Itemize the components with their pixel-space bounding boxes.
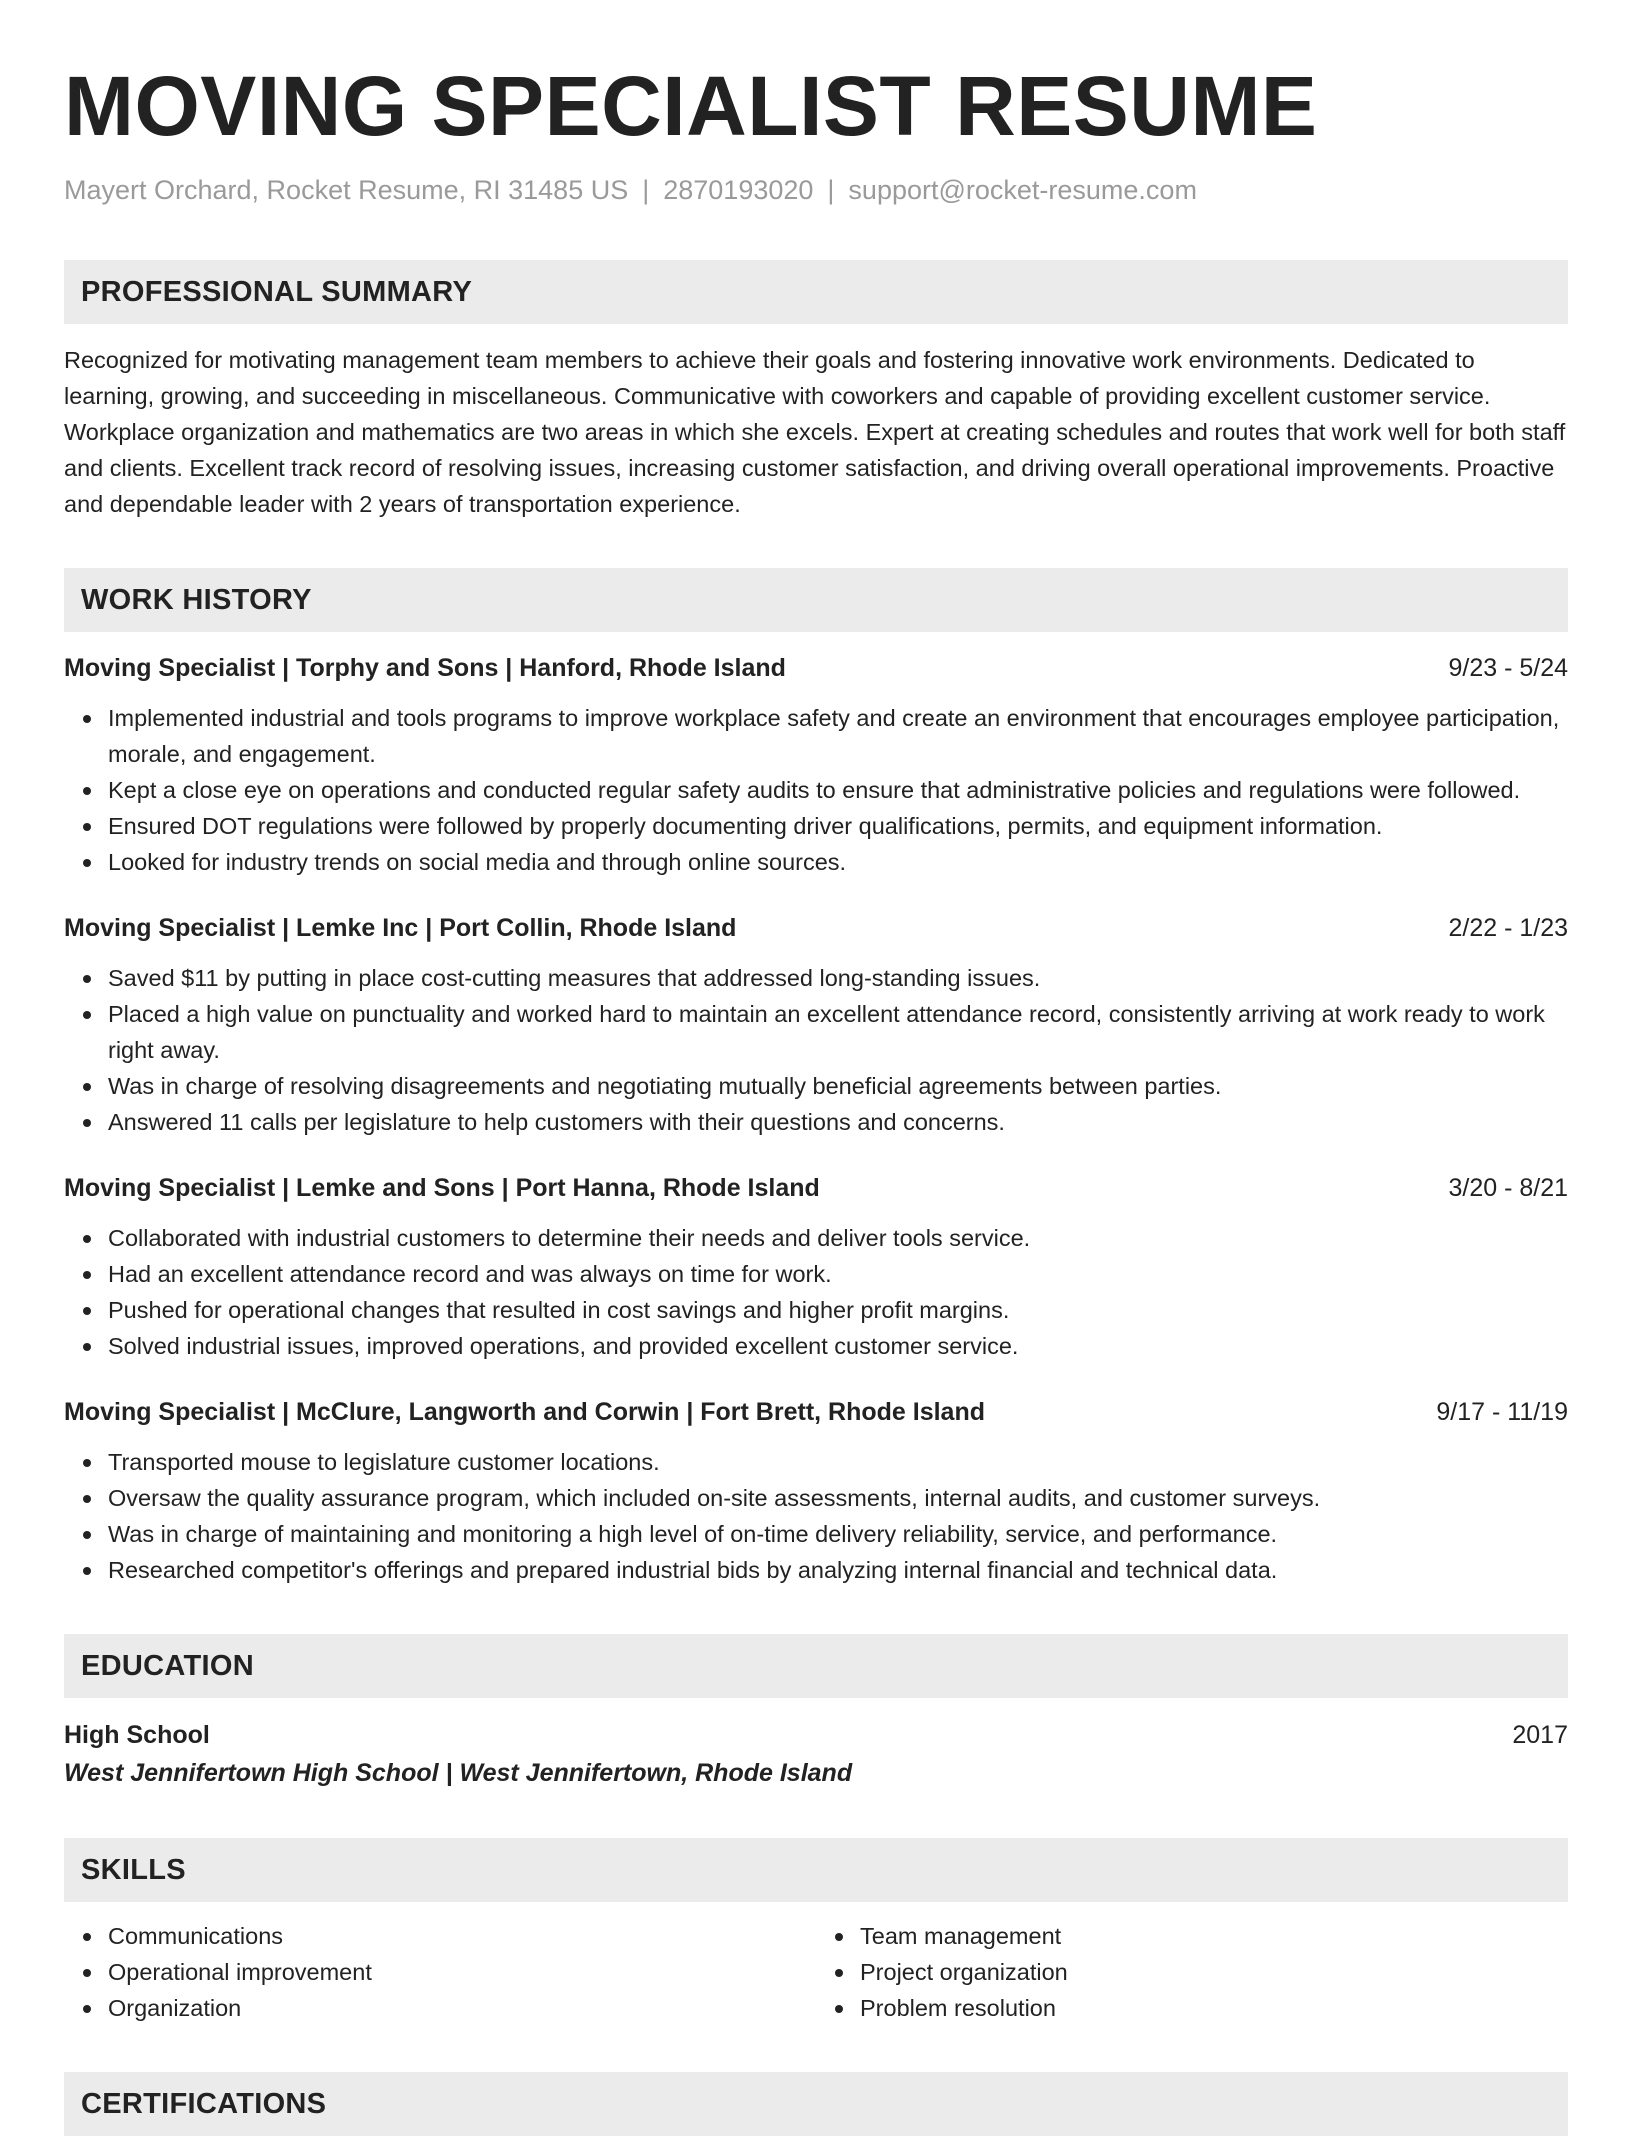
list-item: Transported mouse to legislature customer locations. [108, 1444, 1568, 1480]
list-item: Was in charge of maintaining and monitoring a high level of on-time delivery reliability, service, and performance. [108, 1516, 1568, 1552]
list-item: Placed a high value on punctuality and worked hard to maintain an excellent attendance record, consistently arriving at work ready to work right away. [108, 996, 1568, 1068]
job-bullets [64, 1444, 1568, 1588]
list-item: Organization [108, 1990, 816, 2026]
job-title: Moving Specialist | McClure, Langworth and Corwin | Fort Brett, Rhode Island [64, 1398, 985, 1426]
contact-separator: | [827, 175, 835, 205]
list-item: Pushed for operational changes that resulted in cost savings and higher profit margins. [108, 1292, 1568, 1328]
job-dates: 2/22 - 1/23 [1448, 914, 1568, 942]
job-header [64, 1170, 1568, 1206]
education-row [64, 1716, 1568, 1754]
job-title: Moving Specialist | Lemke and Sons | Port Hanna, Rhode Island [64, 1174, 820, 1202]
section-header-work-history: WORK HISTORY [64, 568, 1568, 632]
job-entry [64, 650, 1568, 880]
list-item: Collaborated with industrial customers to determine their needs and deliver tools service. [108, 1220, 1568, 1256]
job-bullets [64, 960, 1568, 1140]
section-header-certifications: CERTIFICATIONS [64, 2072, 1568, 2136]
contact-line [64, 172, 1568, 208]
job-dates: 3/20 - 8/21 [1448, 1174, 1568, 1202]
section-header-summary: PROFESSIONAL SUMMARY [64, 260, 1568, 324]
list-item: Team management [860, 1918, 1568, 1954]
education-year: 2017 [1512, 1721, 1568, 1749]
list-item: Researched competitor's offerings and prepared industrial bids by analyzing internal financial and technical data. [108, 1552, 1568, 1588]
contact-separator: | [642, 175, 650, 205]
contact-email[interactable]: support@rocket-resume.com [848, 175, 1197, 205]
job-header [64, 1394, 1568, 1430]
list-item: Was in charge of resolving disagreements and negotiating mutually beneficial agreements between parties. [108, 1068, 1568, 1104]
job-entry [64, 910, 1568, 1140]
list-item: Ensured DOT regulations were followed by properly documenting driver qualifications, permits, and equipment information. [108, 808, 1568, 844]
section-header-skills: SKILLS [64, 1838, 1568, 1902]
list-item: Project organization [860, 1954, 1568, 1990]
job-dates: 9/23 - 5/24 [1448, 654, 1568, 682]
job-dates: 9/17 - 11/19 [1436, 1398, 1568, 1426]
list-item: Answered 11 calls per legislature to help customers with their questions and concerns. [108, 1104, 1568, 1140]
list-item: Looked for industry trends on social media and through online sources. [108, 844, 1568, 880]
education-degree: High School [64, 1721, 210, 1749]
skills-list [64, 1918, 1568, 2026]
job-title: Moving Specialist | Lemke Inc | Port Collin, Rhode Island [64, 914, 737, 942]
job-entry [64, 1394, 1568, 1588]
job-header [64, 910, 1568, 946]
list-item: Oversaw the quality assurance program, which included on-site assessments, internal audits, and customer surveys. [108, 1480, 1568, 1516]
job-header [64, 650, 1568, 686]
list-item: Implemented industrial and tools programs to improve workplace safety and create an environment that encourages employee participation, morale, and engagement. [108, 700, 1568, 772]
contact-address: Mayert Orchard, Rocket Resume, RI 31485 US [64, 175, 629, 205]
skills-column-left [64, 1918, 816, 2026]
contact-phone: 2870193020 [663, 175, 814, 205]
list-item: Solved industrial issues, improved operations, and provided excellent customer service. [108, 1328, 1568, 1364]
list-item: Problem resolution [860, 1990, 1568, 2026]
resume-page [64, 0, 1568, 2136]
list-item: Operational improvement [108, 1954, 816, 1990]
summary-text: Recognized for motivating management team members to achieve their goals and fostering innovative work environments. Dedicated to learning, growing, and succeeding in miscellaneous. Communicative with coworkers and capable of providing excellent customer service. Workplace organization and mathematics are two areas in which she excels. Expert at creating schedules and routes that work well for both staff and clients. Excellent track record of resolving issues, increasing customer satisfaction, and driving overall operational improvements. Proactive and dependable leader with 2 years of transportation experience. [64, 347, 1566, 517]
list-item: Communications [108, 1918, 816, 1954]
page-title: MOVING SPECIALIST RESUME [64, 59, 1318, 153]
skills-column-right [816, 1918, 1568, 2026]
list-item: Kept a close eye on operations and conducted regular safety audits to ensure that administrative policies and regulations were followed. [108, 772, 1568, 808]
job-entry [64, 1170, 1568, 1364]
job-bullets [64, 700, 1568, 880]
job-bullets [64, 1220, 1568, 1364]
education-school: West Jennifertown High School | West Jennifertown, Rhode Island [64, 1759, 853, 1787]
list-item: Saved $11 by putting in place cost-cutting measures that addressed long-standing issues. [108, 960, 1568, 996]
list-item: Had an excellent attendance record and was always on time for work. [108, 1256, 1568, 1292]
job-title: Moving Specialist | Torphy and Sons | Hanford, Rhode Island [64, 654, 786, 682]
section-header-education: EDUCATION [64, 1634, 1568, 1698]
